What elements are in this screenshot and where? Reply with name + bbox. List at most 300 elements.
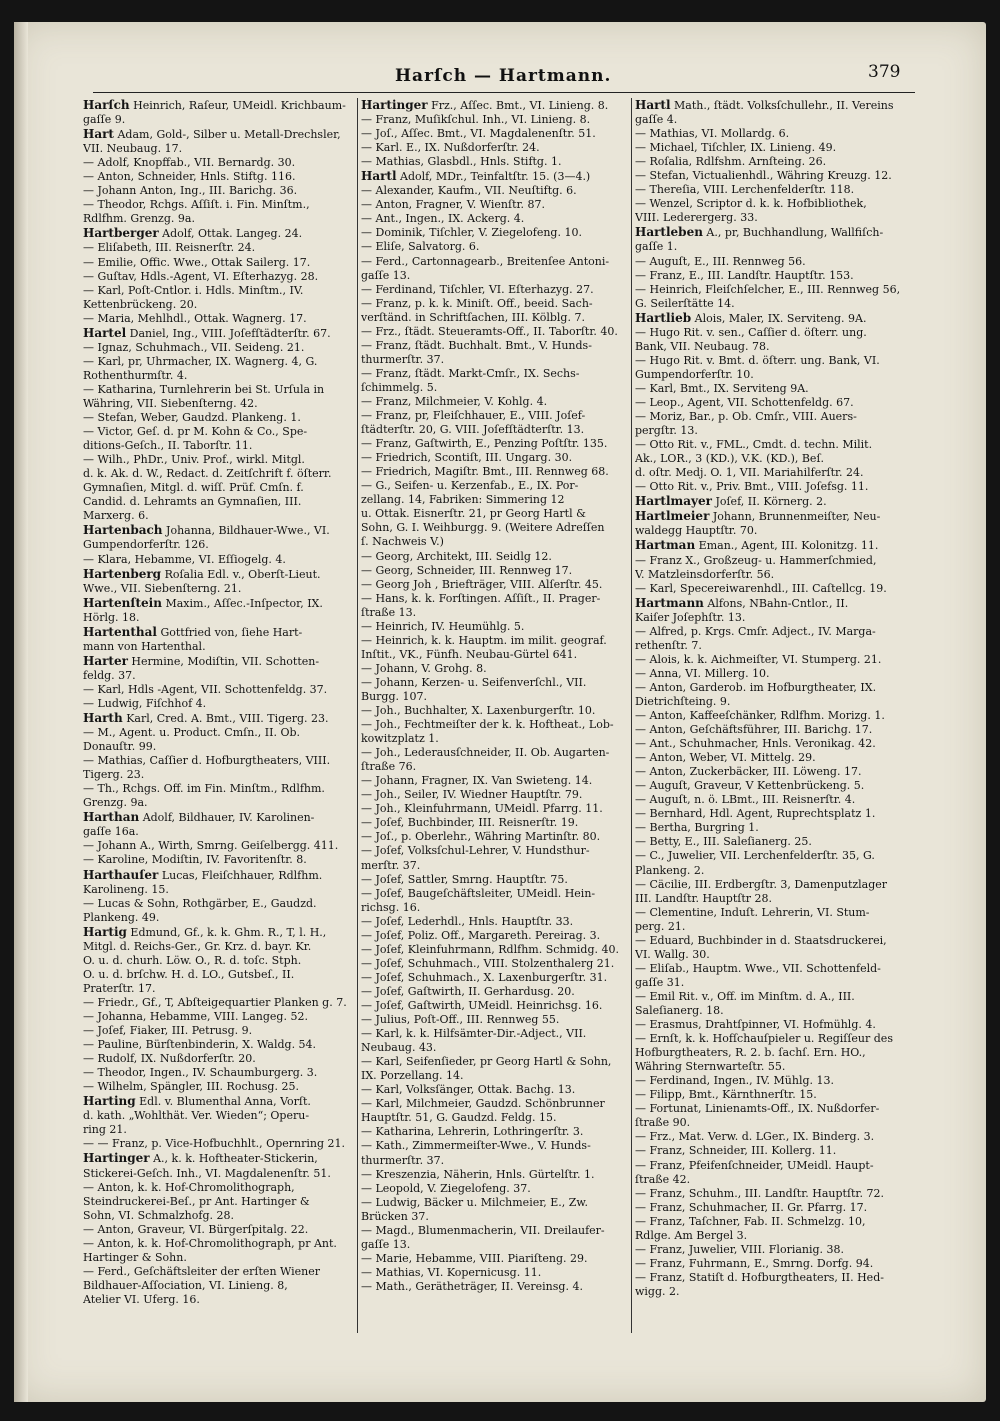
directory-line xyxy=(83,839,359,853)
directory-line xyxy=(83,754,359,768)
entry-text: — Mathias, Caſſier d. Hofburgtheaters, VIII. xyxy=(83,754,331,768)
entry-text: — Joſ., Aſſec. Bmt., VI. Magdalenenſtr. 51. xyxy=(361,127,596,141)
directory-line xyxy=(83,241,359,255)
surname-heading: Hartig xyxy=(83,924,127,939)
surname-heading: Hartl xyxy=(635,98,671,112)
entry-text: — Anna, VI. Millerg. 10. xyxy=(635,666,770,680)
entry-text: V. Matzleinsdorferſtr. 56. xyxy=(635,567,775,581)
directory-line xyxy=(361,521,633,535)
entry-text: — Joſef, Poliz. Off., Margareth. Pereirag. 3. xyxy=(361,928,601,942)
directory-line xyxy=(361,957,633,971)
entry-text: merſtr. 37. xyxy=(361,858,421,872)
entry-text: perg. 21. xyxy=(635,919,686,933)
entry-text: — Guſtav, Hdls.-Agent, VI. Eſterhazyg. 28. xyxy=(83,269,319,283)
directory-line xyxy=(361,269,633,283)
surname-heading: Hartberger xyxy=(83,226,159,241)
entry-text: — Mathias, VI. Mollardg. 6. xyxy=(635,127,790,141)
directory-line xyxy=(83,1195,359,1209)
directory-line xyxy=(83,1080,359,1094)
directory-line xyxy=(635,695,919,709)
directory-line xyxy=(83,782,359,796)
entry-text: — Lucas & Sohn, Rothgärber, E., Gaudzd. xyxy=(83,896,317,910)
entry-text: Tigerg. 23. xyxy=(83,768,145,782)
directory-line xyxy=(83,270,359,284)
entry-text: Eman., Agent, III. Kolonitzg. 11. xyxy=(695,539,879,553)
directory-line xyxy=(83,1123,359,1137)
entry-text: — Emil Rit. v., Off. im Minſtm. d. A., III. xyxy=(635,989,855,1003)
entry-text: — Rudolf, IX. Nußdorferſtr. 20. xyxy=(83,1052,256,1066)
directory-line xyxy=(635,1271,919,1285)
entry-text: — Bernhard, Hdl. Agent, Ruprechtsplatz 1. xyxy=(635,807,876,821)
directory-line xyxy=(361,451,633,465)
directory-line xyxy=(83,1167,359,1181)
directory-line xyxy=(635,1018,919,1032)
entry-text: — Stefan, Victualienhdl., Währing Kreuzg. 12. xyxy=(635,169,892,183)
entry-text: — Katharina, Turnlehrerin bei St. Urſula in xyxy=(83,382,325,396)
directory-line xyxy=(635,494,919,509)
entry-text: — Joſ., p. Oberlehr., Währing Martinſtr. 80. xyxy=(361,830,601,844)
directory-line xyxy=(635,438,919,452)
directory-line xyxy=(361,1238,633,1252)
entry-text: Edl. v. Blumenthal Anna, Vorſt. xyxy=(135,1095,311,1109)
directory-line xyxy=(635,653,919,667)
entry-text: gaſſe 4. xyxy=(635,113,678,127)
surname-heading: Hartenthal xyxy=(83,624,157,639)
directory-line xyxy=(635,211,919,225)
directory-line xyxy=(361,1027,633,1041)
directory-line xyxy=(361,1111,633,1125)
entry-text: — Julius, Poſt-Off., III. Rennweg 55. xyxy=(361,1013,560,1027)
entry-text: — Georg, Architekt, III. Seidlg 12. xyxy=(361,549,552,563)
directory-line xyxy=(361,578,633,592)
surname-heading: Harting xyxy=(83,1094,136,1109)
directory-line xyxy=(635,765,919,779)
directory-line xyxy=(635,1102,919,1116)
directory-line xyxy=(635,538,919,553)
entry-text: — Georg, Schneider, III. Rennweg 17. xyxy=(361,563,573,577)
entry-text: — — Franz, p. Vice-Hofbuchhlt., Opernring 21. xyxy=(83,1137,345,1151)
entry-text: Maxim., Aſſec.-Inſpector, IX. xyxy=(161,596,323,610)
directory-line xyxy=(635,225,919,240)
directory-line xyxy=(635,480,919,494)
entry-text: III. Landſtr. Hauptſtr 28. xyxy=(635,891,772,905)
entry-text: Alois, Maler, IX. Serviteng. 9A. xyxy=(691,311,867,325)
entry-text: — Franz, ſtädt. Buchhalt. Bmt., V. Hunds- xyxy=(361,338,592,352)
directory-line xyxy=(635,948,919,962)
directory-line xyxy=(635,793,919,807)
surname-heading: Hartenberg xyxy=(83,566,162,581)
directory-line xyxy=(361,1154,633,1168)
directory-line xyxy=(635,779,919,793)
directory-line xyxy=(361,830,633,844)
entry-text: rethenſtr. 7. xyxy=(635,638,702,652)
directory-line xyxy=(361,1069,633,1083)
directory-line xyxy=(83,439,359,453)
entry-text: Atelier VI. Uferg. 16. xyxy=(83,1292,200,1306)
directory-line xyxy=(361,1224,633,1238)
entry-text: — Otto Rit. v., Priv. Bmt., VIII. Joſefsg. 11. xyxy=(635,480,869,494)
entry-text: — Joſef, Gaſtwirth, UMeidl. Heinrichsg. 16. xyxy=(361,999,603,1012)
entry-text: — Otto Rit. v., FML., Cmdt. d. techn. Milit. xyxy=(635,438,873,452)
entry-text: Grenzg. 9a. xyxy=(83,796,148,810)
entry-text: ſtraße 42. xyxy=(635,1172,691,1186)
directory-line xyxy=(83,683,359,697)
surname-heading: Hartlieb xyxy=(635,310,692,325)
directory-line xyxy=(635,98,919,113)
directory-line xyxy=(635,283,919,297)
entry-text: — Wenzel, Scriptor d. k. k. Hofbibliothek, xyxy=(635,197,867,211)
entry-text: mann von Hartenthal. xyxy=(83,639,206,653)
entry-text: ſtraße 90. xyxy=(635,1116,691,1130)
entry-text: — Katharina, Lehrerin, Lothringerſtr. 3. xyxy=(361,1125,584,1139)
entry-text: Gumpendorferſtr. 10. xyxy=(635,367,754,381)
entry-text: — Franz, E., III. Landſtr. Hauptſtr. 153. xyxy=(635,268,854,282)
directory-line xyxy=(361,564,633,578)
entry-text: — Mathias, Glasbdl., Hnls. Stiftg. 1. xyxy=(361,155,562,169)
directory-line xyxy=(635,524,919,538)
directory-line xyxy=(361,648,633,662)
directory-line xyxy=(635,269,919,283)
directory-line xyxy=(635,1243,919,1257)
entry-text: — Franz, p. k. k. Miniſt. Off., beeid. Sach- xyxy=(361,296,593,310)
directory-line xyxy=(361,1055,633,1069)
entry-text: Adolf, MDr., Teinfaltſtr. 15. (3—4.) xyxy=(396,170,591,184)
entry-text: — Joſef, Gaſtwirth, II. Gerhardusg. 20. xyxy=(361,984,575,998)
entry-text: — Klara, Hebamme, VI. Eſſiogelg. 4. xyxy=(83,552,286,566)
entry-text: — Franz, Muſikſchul. Inh., VI. Linieng. 8. xyxy=(361,113,591,127)
directory-line xyxy=(635,354,919,368)
directory-line xyxy=(361,381,633,395)
entry-text: — Theodor, Ingen., IV. Schaumburgerg. 3. xyxy=(83,1066,318,1080)
entry-text: Stickerei-Geſch. Inh., VI. Magdalenenſtr. 51. xyxy=(83,1166,331,1180)
surname-heading: Hartlmayer xyxy=(635,494,712,509)
directory-line xyxy=(83,853,359,867)
directory-line xyxy=(635,878,919,892)
entry-text: — Hugo Rit. v. sen., Caſſier d. öſterr. ung. xyxy=(635,325,867,339)
directory-line xyxy=(635,410,919,424)
entry-text: Neubaug. 43. xyxy=(361,1041,437,1055)
directory-line xyxy=(361,1083,633,1097)
directory-line xyxy=(83,611,359,625)
entry-text: Adolf, Ottak. Langeg. 24. xyxy=(158,227,303,241)
entry-text: — Joſef, Fiaker, III. Petrusg. 9. xyxy=(83,1024,253,1038)
entry-text: — Dominik, Tiſchler, V. Ziegelofeng. 10. xyxy=(361,226,582,240)
entry-text: — Johann, V. Grohg. 8. xyxy=(361,661,487,675)
entry-text: — Franz, ſtädt. Markt-Cmſr., IX. Sechs- xyxy=(361,366,580,380)
entry-text: — Anton, k. k. Hof-Chromolithograph, pr Ant. xyxy=(83,1236,337,1250)
directory-line xyxy=(361,535,633,549)
directory-line xyxy=(635,169,919,183)
entry-text: Alfons, NBahn-Cntlor., II. xyxy=(703,596,849,610)
directory-line xyxy=(361,465,633,479)
directory-line xyxy=(361,127,633,141)
directory-line xyxy=(361,746,633,760)
entry-text: Hermine, Modiſtin, VII. Schotten- xyxy=(127,654,320,668)
entry-text: u. Ottak. Eisnerſtr. 21, pr Georg Hartl & xyxy=(361,507,586,521)
entry-text: — Theodor, Rchgs. Aſſiſt. i. Fin. Minſtm., xyxy=(83,198,310,212)
entry-text: — Joh., Seiler, IV. Wiedner Hauptſtr. 79. xyxy=(361,788,583,802)
directory-line xyxy=(83,298,359,312)
entry-text: gaſſe 9. xyxy=(83,113,126,127)
directory-line xyxy=(635,723,919,737)
entry-text: — Anton, Kaffeeſchänker, Rdlfhm. Morizg. 1. xyxy=(635,709,885,723)
entry-text: — Johanna, Hebamme, VIII. Langeg. 52. xyxy=(83,1010,308,1023)
entry-text: — Pauline, Bürſtenbinderin, X. Waldg. 54. xyxy=(83,1038,317,1052)
directory-line xyxy=(361,929,633,943)
entry-text: ditions-Geſch., II. Taborſtr. 11. xyxy=(83,439,253,453)
entry-text: — Alois, k. k. Aichmeiſter, VI. Stumperg. 21. xyxy=(635,652,882,666)
entry-text: Johanna, Bildhauer-Wwe., VI. xyxy=(162,524,330,538)
page-number: 379 xyxy=(868,62,901,82)
directory-line xyxy=(83,796,359,810)
directory-line xyxy=(635,255,919,269)
entry-text: O. u. d. brſchw. H. d. LO., Gutsbeſ., II. xyxy=(83,967,295,981)
entry-text: — Joſef, Sattler, Smrng. Hauptſtr. 75. xyxy=(361,872,568,886)
entry-text: O. u. d. churh. Löw. O., R. d. toſc. Stph. xyxy=(83,953,302,967)
directory-line xyxy=(83,996,359,1010)
directory-line xyxy=(635,509,919,524)
directory-line xyxy=(635,864,919,878)
directory-line xyxy=(83,509,359,523)
entry-text: d. oſtr. Medj. O. 1, VII. Mariahilferſtr. 24. xyxy=(635,466,864,480)
entry-text: — Franz, Fuhrmann, E., Smrng. Dorfg. 94. xyxy=(635,1256,874,1270)
directory-line xyxy=(635,466,919,480)
entry-text: Gumpendorferſtr. 126. xyxy=(83,538,209,552)
directory-line xyxy=(635,611,919,625)
entry-text: Rdlge. Am Bergel 3. xyxy=(635,1228,748,1242)
directory-line xyxy=(83,453,359,467)
entry-text: Bank, VII. Neubaug. 78. xyxy=(635,339,770,353)
directory-line xyxy=(83,326,359,341)
directory-line xyxy=(635,1173,919,1187)
directory-line xyxy=(83,768,359,782)
directory-line xyxy=(635,1116,919,1130)
entry-text: pergſtr. 13. xyxy=(635,424,698,438)
entry-text: — Joh., Buchhalter, X. Laxenburgerſtr. 10. xyxy=(361,704,596,718)
surname-heading: Hartlmeier xyxy=(635,509,710,524)
directory-line xyxy=(83,1265,359,1279)
entry-text: — Anton, k. k. Hof-Chromolithograph, xyxy=(83,1180,295,1194)
directory-line xyxy=(635,709,919,723)
directory-line xyxy=(83,538,359,552)
entry-text: — Alfred, p. Krgs. Cmſr. Adject., IV. Marga- xyxy=(635,624,876,638)
directory-line xyxy=(635,681,919,695)
directory-line xyxy=(635,155,919,169)
entry-text: Joſef, II. Körnerg. 2. xyxy=(711,495,827,509)
directory-line xyxy=(635,1074,919,1088)
entry-text: — Karl, Volksſänger, Ottak. Bachg. 13. xyxy=(361,1083,576,1097)
entry-text: — Wilh., PhDr., Univ. Prof., wirkl. Mitgl. xyxy=(83,453,305,467)
entry-text: — Heinrich, Fleiſchſelcher, E., III. Rennweg 56, xyxy=(635,282,901,296)
entry-text: — Maria, Mehlhdl., Ottak. Wagnerg. 17. xyxy=(83,311,307,325)
entry-text: Heinrich, Raſeur, UMeidl. Krichbaum- xyxy=(129,99,346,112)
surname-heading: Harter xyxy=(83,653,128,668)
entry-text: — Magd., Blumenmacherin, VII. Dreilaufer- xyxy=(361,1223,605,1237)
entry-text: Daniel, Ing., VIII. Joſefſtädterſtr. 67. xyxy=(126,326,331,340)
entry-text: — Alexander, Kaufm., VII. Neuſtiftg. 6. xyxy=(361,184,577,198)
entry-text: Plankeng. 2. xyxy=(635,863,705,877)
entry-text: — Karl, Seifenſieder, pr Georg Hartl & Sohn, xyxy=(361,1055,612,1069)
directory-line xyxy=(361,774,633,788)
surname-heading: Hartenſtein xyxy=(83,595,162,610)
directory-line xyxy=(83,411,359,425)
directory-line xyxy=(635,127,919,141)
surname-heading: Hartenbach xyxy=(83,523,163,538)
directory-line xyxy=(635,183,919,197)
entry-text: — Karl, Bmt., IX. Serviteng 9A. xyxy=(635,381,809,395)
directory-line xyxy=(361,662,633,676)
entry-text: Saleſianerg. 18. xyxy=(635,1004,724,1017)
entry-text: Karl, Cred. A. Bmt., VIII. Tigerg. 23. xyxy=(122,712,329,726)
entry-text: — Eduard, Buchbinder in d. Staatsdruckerei, xyxy=(635,933,887,947)
directory-line xyxy=(635,596,919,611)
directory-line xyxy=(361,437,633,451)
directory-line xyxy=(361,901,633,915)
directory-line xyxy=(635,297,919,311)
directory-line xyxy=(361,704,633,718)
directory-line xyxy=(83,1137,359,1151)
entry-text: — Franz, Milchmeier, V. Kohlg. 4. xyxy=(361,394,548,408)
directory-line xyxy=(635,452,919,466)
entry-text: — Joſef, Baugeſchäftsleiter, UMeidl. Hein- xyxy=(361,886,596,900)
directory-line xyxy=(635,807,919,821)
entry-text: — Leopold, V. Ziegelofeng. 37. xyxy=(361,1181,531,1195)
directory-line xyxy=(361,226,633,240)
entry-text: gaſſe 31. xyxy=(635,975,685,989)
entry-text: — Frz., Mat. Verw. d. LGer., IX. Binderg. 3. xyxy=(635,1130,875,1144)
directory-line xyxy=(361,1196,633,1210)
entry-text: — Johann Anton, Ing., III. Barichg. 36. xyxy=(83,184,298,198)
entry-text: — Heinrich, k. k. Hauptm. im milit. geograf. xyxy=(361,633,607,647)
directory-line xyxy=(83,697,359,711)
entry-text: — Auguſt, n. ö. LBmt., III. Reisnerſtr. 4. xyxy=(635,793,856,807)
entry-text: IX. Porzellang. 14. xyxy=(361,1069,464,1083)
directory-line xyxy=(361,592,633,606)
directory-line xyxy=(361,1097,633,1111)
surname-heading: Harthauſer xyxy=(83,867,159,882)
entry-text: — Anton, Zuckerbäcker, III. Löweng. 17. xyxy=(635,765,862,779)
directory-line xyxy=(361,325,633,339)
entry-text: richsg. 16. xyxy=(361,900,421,914)
directory-line xyxy=(361,550,633,564)
surname-heading: Hartl xyxy=(361,169,397,184)
directory-line xyxy=(83,142,359,156)
directory-line xyxy=(83,467,359,481)
directory-line xyxy=(361,141,633,155)
entry-text: d. k. Ak. d. W., Redact. d. Zeitſchrift f. öſterr. xyxy=(83,467,332,481)
entry-text: Edmund, Gf., k. k. Ghm. R., T, l. H., xyxy=(126,925,327,939)
directory-line xyxy=(361,676,633,690)
directory-line xyxy=(361,240,633,254)
directory-line xyxy=(635,568,919,582)
entry-text: ſtraße 76. xyxy=(361,760,417,774)
entry-text: — Anton, Geſchäftsführer, III. Barichg. 17. xyxy=(635,723,873,737)
entry-text: Candid. d. Lehramts an Gymnaſien, III. xyxy=(83,495,302,509)
directory-line xyxy=(361,1182,633,1196)
entry-text: — Karl, Milchmeier, Gaudzd. Schönbrunner xyxy=(361,1097,605,1111)
entry-text: — Friedrich, Magiſtr. Bmt., III. Rennweg 68. xyxy=(361,465,609,479)
directory-line xyxy=(361,507,633,521)
directory-line xyxy=(635,639,919,653)
entry-text: Steindruckerei-Beſ., pr Ant. Hartinger & xyxy=(83,1194,310,1208)
directory-line xyxy=(635,625,919,639)
directory-line xyxy=(635,849,919,863)
directory-line xyxy=(361,395,633,409)
directory-line xyxy=(83,98,359,113)
directory-line xyxy=(635,396,919,410)
directory-line xyxy=(361,873,633,887)
directory-line xyxy=(83,1293,359,1307)
directory-line xyxy=(635,1046,919,1060)
directory-line xyxy=(83,1094,359,1109)
directory-line xyxy=(361,479,633,493)
entry-text: verſtänd. in Schriftſachen, III. Kölblg. 7. xyxy=(361,310,585,324)
directory-line xyxy=(361,1041,633,1055)
surname-heading: Hartman xyxy=(635,538,696,553)
directory-line xyxy=(361,634,633,648)
directory-line xyxy=(361,1252,633,1266)
directory-line xyxy=(83,256,359,270)
entry-text: — Franz, Schuhm., III. Landſtr. Hauptſtr. 72. xyxy=(635,1186,884,1200)
directory-line xyxy=(361,844,633,858)
entry-text: — Ernſt, k. k. Hofſchauſpieler u. Regiſſeur des xyxy=(635,1032,893,1046)
directory-line xyxy=(635,1187,919,1201)
entry-text: — Michael, Tiſchler, IX. Linieng. 49. xyxy=(635,141,837,155)
entry-text: — Hugo Rit. v. Bmt. d. öſterr. ung. Bank, VI. xyxy=(635,353,880,367)
directory-line xyxy=(83,312,359,326)
entry-text: ring 21. xyxy=(83,1123,127,1137)
entry-text: Dietrichſteing. 9. xyxy=(635,694,731,708)
entry-text: Math., ſtädt. Volksſchullehr., II. Vereins xyxy=(670,99,894,112)
directory-line xyxy=(361,198,633,212)
directory-line xyxy=(635,737,919,751)
directory-line xyxy=(83,1223,359,1237)
directory-line xyxy=(361,297,633,311)
page-gutter xyxy=(14,22,28,1402)
entry-text: — Auguſt, Graveur, V Kettenbrückeng. 5. xyxy=(635,779,865,793)
directory-line xyxy=(635,424,919,438)
directory-line xyxy=(83,740,359,754)
entry-text: thurmerſtr. 37. xyxy=(361,1153,445,1167)
directory-line xyxy=(83,481,359,495)
directory-line xyxy=(83,226,359,241)
entry-text: — Karl. E., IX. Nußdorferſtr. 24. xyxy=(361,141,540,155)
entry-text: — Ferd., Cartonnagearb., Breitenſee Antoni- xyxy=(361,254,610,268)
directory-line xyxy=(83,567,359,582)
directory-line xyxy=(361,1210,633,1224)
entry-text: — Karoline, Modiſtin, IV. Favoritenſtr. 8. xyxy=(83,853,307,867)
directory-line xyxy=(361,1280,633,1294)
directory-line xyxy=(83,397,359,411)
entry-text: gaſſe 16a. xyxy=(83,825,139,839)
entry-text: — Ludwig, Bäcker u. Milchmeier, E., Zw. xyxy=(361,1195,589,1209)
entry-text: Bildhauer-Aſſociation, VI. Linieng. 8, xyxy=(83,1278,288,1292)
directory-line xyxy=(83,156,359,170)
directory-line xyxy=(83,968,359,982)
directory-line xyxy=(361,1013,633,1027)
entry-text: — Eliſab., Hauptm. Wwe., VII. Schottenfeld- xyxy=(635,961,881,975)
entry-text: Hartinger & Sohn. xyxy=(83,1250,187,1264)
directory-line xyxy=(83,170,359,184)
directory-line xyxy=(83,925,359,940)
directory-line xyxy=(635,1257,919,1271)
directory-line xyxy=(83,495,359,509)
entry-text: — Franz, Schuhmacher, II. Gr. Pfarrg. 17. xyxy=(635,1200,868,1214)
directory-line xyxy=(635,667,919,681)
entry-text: — Ant., Ingen., IX. Ackerg. 4. xyxy=(361,212,525,226)
entry-text: Donauſtr. 99. xyxy=(83,740,157,754)
entry-text: — Mathias, VI. Kopernicusg. 11. xyxy=(361,1265,542,1279)
